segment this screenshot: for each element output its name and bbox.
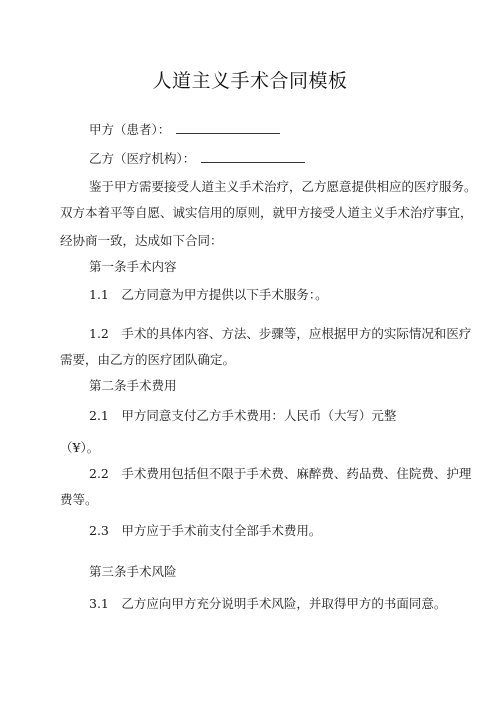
- party-b-label: 乙方（医疗机构）：: [89, 151, 196, 166]
- intro-line-3: 经协商一致，达成如下合同：: [60, 233, 223, 248]
- intro-line-2: 双方本着平等自愿、诚实信用的原则，就甲方接受人道主义手术治疗事宜，: [60, 205, 473, 220]
- clause-2-2-line-2: 费等。: [60, 492, 98, 507]
- clause-2-1-line-2: （¥）。: [60, 440, 100, 455]
- clause-2-3: 2.3 甲方应于手术前支付全部手术费用。: [89, 523, 322, 538]
- party-a-line: [89, 122, 280, 138]
- party-b-line: [89, 151, 305, 167]
- clause-2-2-line-1: 2.2 手术费用包括但不限于手术费、麻醉费、药品费、住院费、护理: [89, 466, 472, 481]
- document-title: 人道主义手术合同模板: [152, 70, 348, 92]
- clause-1-2-line-2: 需要，由乙方的医疗团队确定。: [60, 352, 236, 367]
- clause-3-1: 3.1 乙方应向甲方充分说明手术风险，并取得甲方的书面同意。: [89, 596, 447, 611]
- party-a-label: 甲方（患者）：: [89, 122, 171, 137]
- intro-line-1: 鉴于甲方需要接受人道主义手术治疗，乙方愿意提供相应的医疗服务。: [89, 179, 477, 194]
- article-3-heading: 第三条手术风险: [89, 564, 177, 579]
- clause-1-2-line-1: 1.2 手术的具体内容、方法、步骤等，应根据甲方的实际情况和医疗: [89, 326, 472, 341]
- party-a-blank: [176, 123, 280, 134]
- clause-2-1-line-1: 2.1 甲方同意支付乙方手术费用：人民币（大写）元整: [89, 408, 397, 423]
- article-1-heading: 第一条手术内容: [89, 259, 177, 274]
- party-b-blank: [201, 152, 305, 163]
- clause-1-1: 1.1 乙方同意为甲方提供以下手术服务：。: [89, 287, 328, 302]
- article-2-heading: 第二条手术费用: [89, 378, 177, 393]
